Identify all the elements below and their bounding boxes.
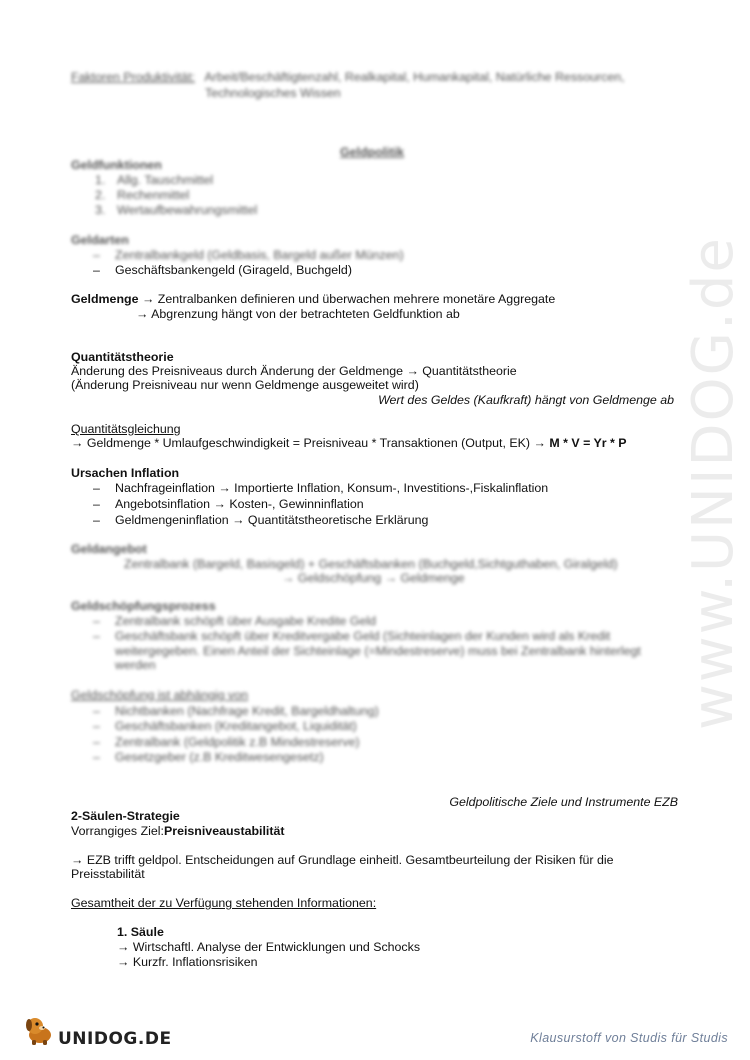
ezb-ziel: Preisniveaustabilität [163,824,285,838]
geldmenge-text: → Zentralbanken definieren und überwachen mehrere monetäre Aggregate [141,292,556,306]
saeule-item: → Wirtschaftl. Analyse der Entwicklungen und Schocks [117,940,421,954]
geldfunktionen-item: 1. Allg. Tauschmittel [95,173,214,187]
ezb-ziel-prefix: Vorrangiges Ziel: [71,824,164,838]
quantitaetstheorie-heading: Quantitätstheorie [71,350,174,364]
geldschoepfung-abhaengig-heading: Geldschöpfung ist abhängig von [71,688,249,702]
geldfunktionen-item: 3. Wertaufbewahrungsmittel [95,203,258,217]
faktoren-block [71,70,625,86]
saeule-item: → Kurzfr. Inflationsrisiken [117,955,258,969]
geldschoepfungsprozess-item: – Geschäftsbank schöpft über Kreditvergabe Geld (Sichteinlagen der Kunden wird als Kredit [93,629,611,643]
geldmenge-line [71,292,555,308]
quantitaetstheorie-line-1: Änderung des Preisniveaus durch Änderung der Geldmenge → Quantitätstheorie [71,364,517,378]
faktoren-text: Arbeit/Beschäftigtenzahl, Realkapital, Humankapital, Natürliche Ressourcen, [204,70,625,84]
inflation-heading: Ursachen Inflation [71,466,180,480]
geldarten-item: – Zentralbankgeld (Geldbasis, Bargeld außer Münzen) [93,248,404,262]
geldangebot-line-1: Zentralbank (Bargeld, Basisgeld) + Geschäftsbanken (Buchgeld,Sichtguthaben, Giralgeld) [124,557,618,571]
ezb-paragraph-line-1: → EZB trifft geldpol. Entscheidungen auf Grundlage einheitl. Gesamtbeurteilung der Risiken für die [71,853,614,867]
quantitaetstheorie-note: Wert des Geldes (Kaufkraft) hängt von Geldmenge ab [378,393,674,407]
faktoren-text-2: Technologisches Wissen [205,86,341,100]
geldarten-item: – Geschäftsbankengeld (Girageld, Buchgeld) [93,263,352,277]
geldschoepfung-abhaengig-item: – Zentralbank (Geldpolitik z.B Mindestreserve) [93,735,360,749]
ezb-paragraph-line-2: Preisstabilität [71,867,145,881]
geldschoepfung-abhaengig-item: – Geschäftsbanken (Kreditangebot, Liquidität) [93,719,357,733]
geldschoepfungsprozess-item: – Zentralbank schöpft über Ausgabe Kredite Geld [93,614,377,628]
geldmenge-label: Geldmenge [71,292,139,306]
ezb-ziel-line [71,824,285,840]
quantitaetsgleichung-heading: Quantitätsgleichung [71,422,181,436]
ezb-strategy-heading: 2-Säulen-Strategie [71,809,180,823]
geldangebot-line-2: → Geldschöpfung → Geldmenge [282,571,465,585]
dog-icon [22,1013,56,1052]
logo-text: UNIDOG.DE [58,1029,172,1049]
geldschoepfungsprozess-item-cont: weitergegeben. Einen Anteil der Sichteinlage (=Mindestreserve) muss bei Zentralbank hinterlegt [115,644,641,658]
ezb-gesamtheit-heading: Gesamtheit der zu Verfügung stehenden Informationen: [71,896,377,910]
geldschoepfung-abhaengig-item: – Gesetzgeber (z.B Kreditwesengesetz) [93,750,324,764]
footer-tagline: Klausurstoff von Studis für Studis [530,1031,728,1045]
inflation-item: – Nachfrageinflation → Importierte Inflation, Konsum-, Investitions-,Fiskalinflation [93,481,549,495]
ezb-note: Geldpolitische Ziele und Instrumente EZB [449,795,678,809]
quantitaetsgleichung-text: → Geldmenge * Umlaufgeschwindigkeit = Preisniveau * Transaktionen (Output, EK) → [71,436,546,450]
geldarten-heading: Geldarten [71,233,129,247]
geldangebot-heading: Geldangebot [71,542,147,556]
geldmenge-line-2: → Abgrenzung hängt von der betrachteten Geldfunktion ab [136,307,460,321]
watermark: www.UNIDOG.de [681,236,746,730]
inflation-item: – Geldmengeninflation → Quantitätstheoretische Erklärung [93,513,429,527]
inflation-item: – Angebotsinflation → Kosten-, Gewinninflation [93,497,364,511]
geldschoepfung-abhaengig-item: – Nichtbanken (Nachfrage Kredit, Bargeldhaltung) [93,704,379,718]
quantitaetstheorie-line-2: (Änderung Preisniveau nur wenn Geldmenge ausgeweitet wird) [71,378,419,392]
unidog-logo[interactable] [22,1013,172,1052]
section-title: Geldpolitik [340,145,405,159]
faktoren-label: Faktoren Produktivität: [71,70,195,84]
geldschoepfungsprozess-heading: Geldschöpfungsprozess [71,599,216,613]
geldfunktionen-item: 2. Rechenmittel [95,188,190,202]
geldfunktionen-heading: Geldfunktionen [71,158,162,172]
quantitaetsgleichung-formula: M * V = Yr * P [549,436,627,450]
quantitaetsgleichung-line [71,436,627,452]
geldschoepfungsprozess-item-cont: werden [115,658,156,672]
saeule-heading: 1. Säule [117,925,164,939]
